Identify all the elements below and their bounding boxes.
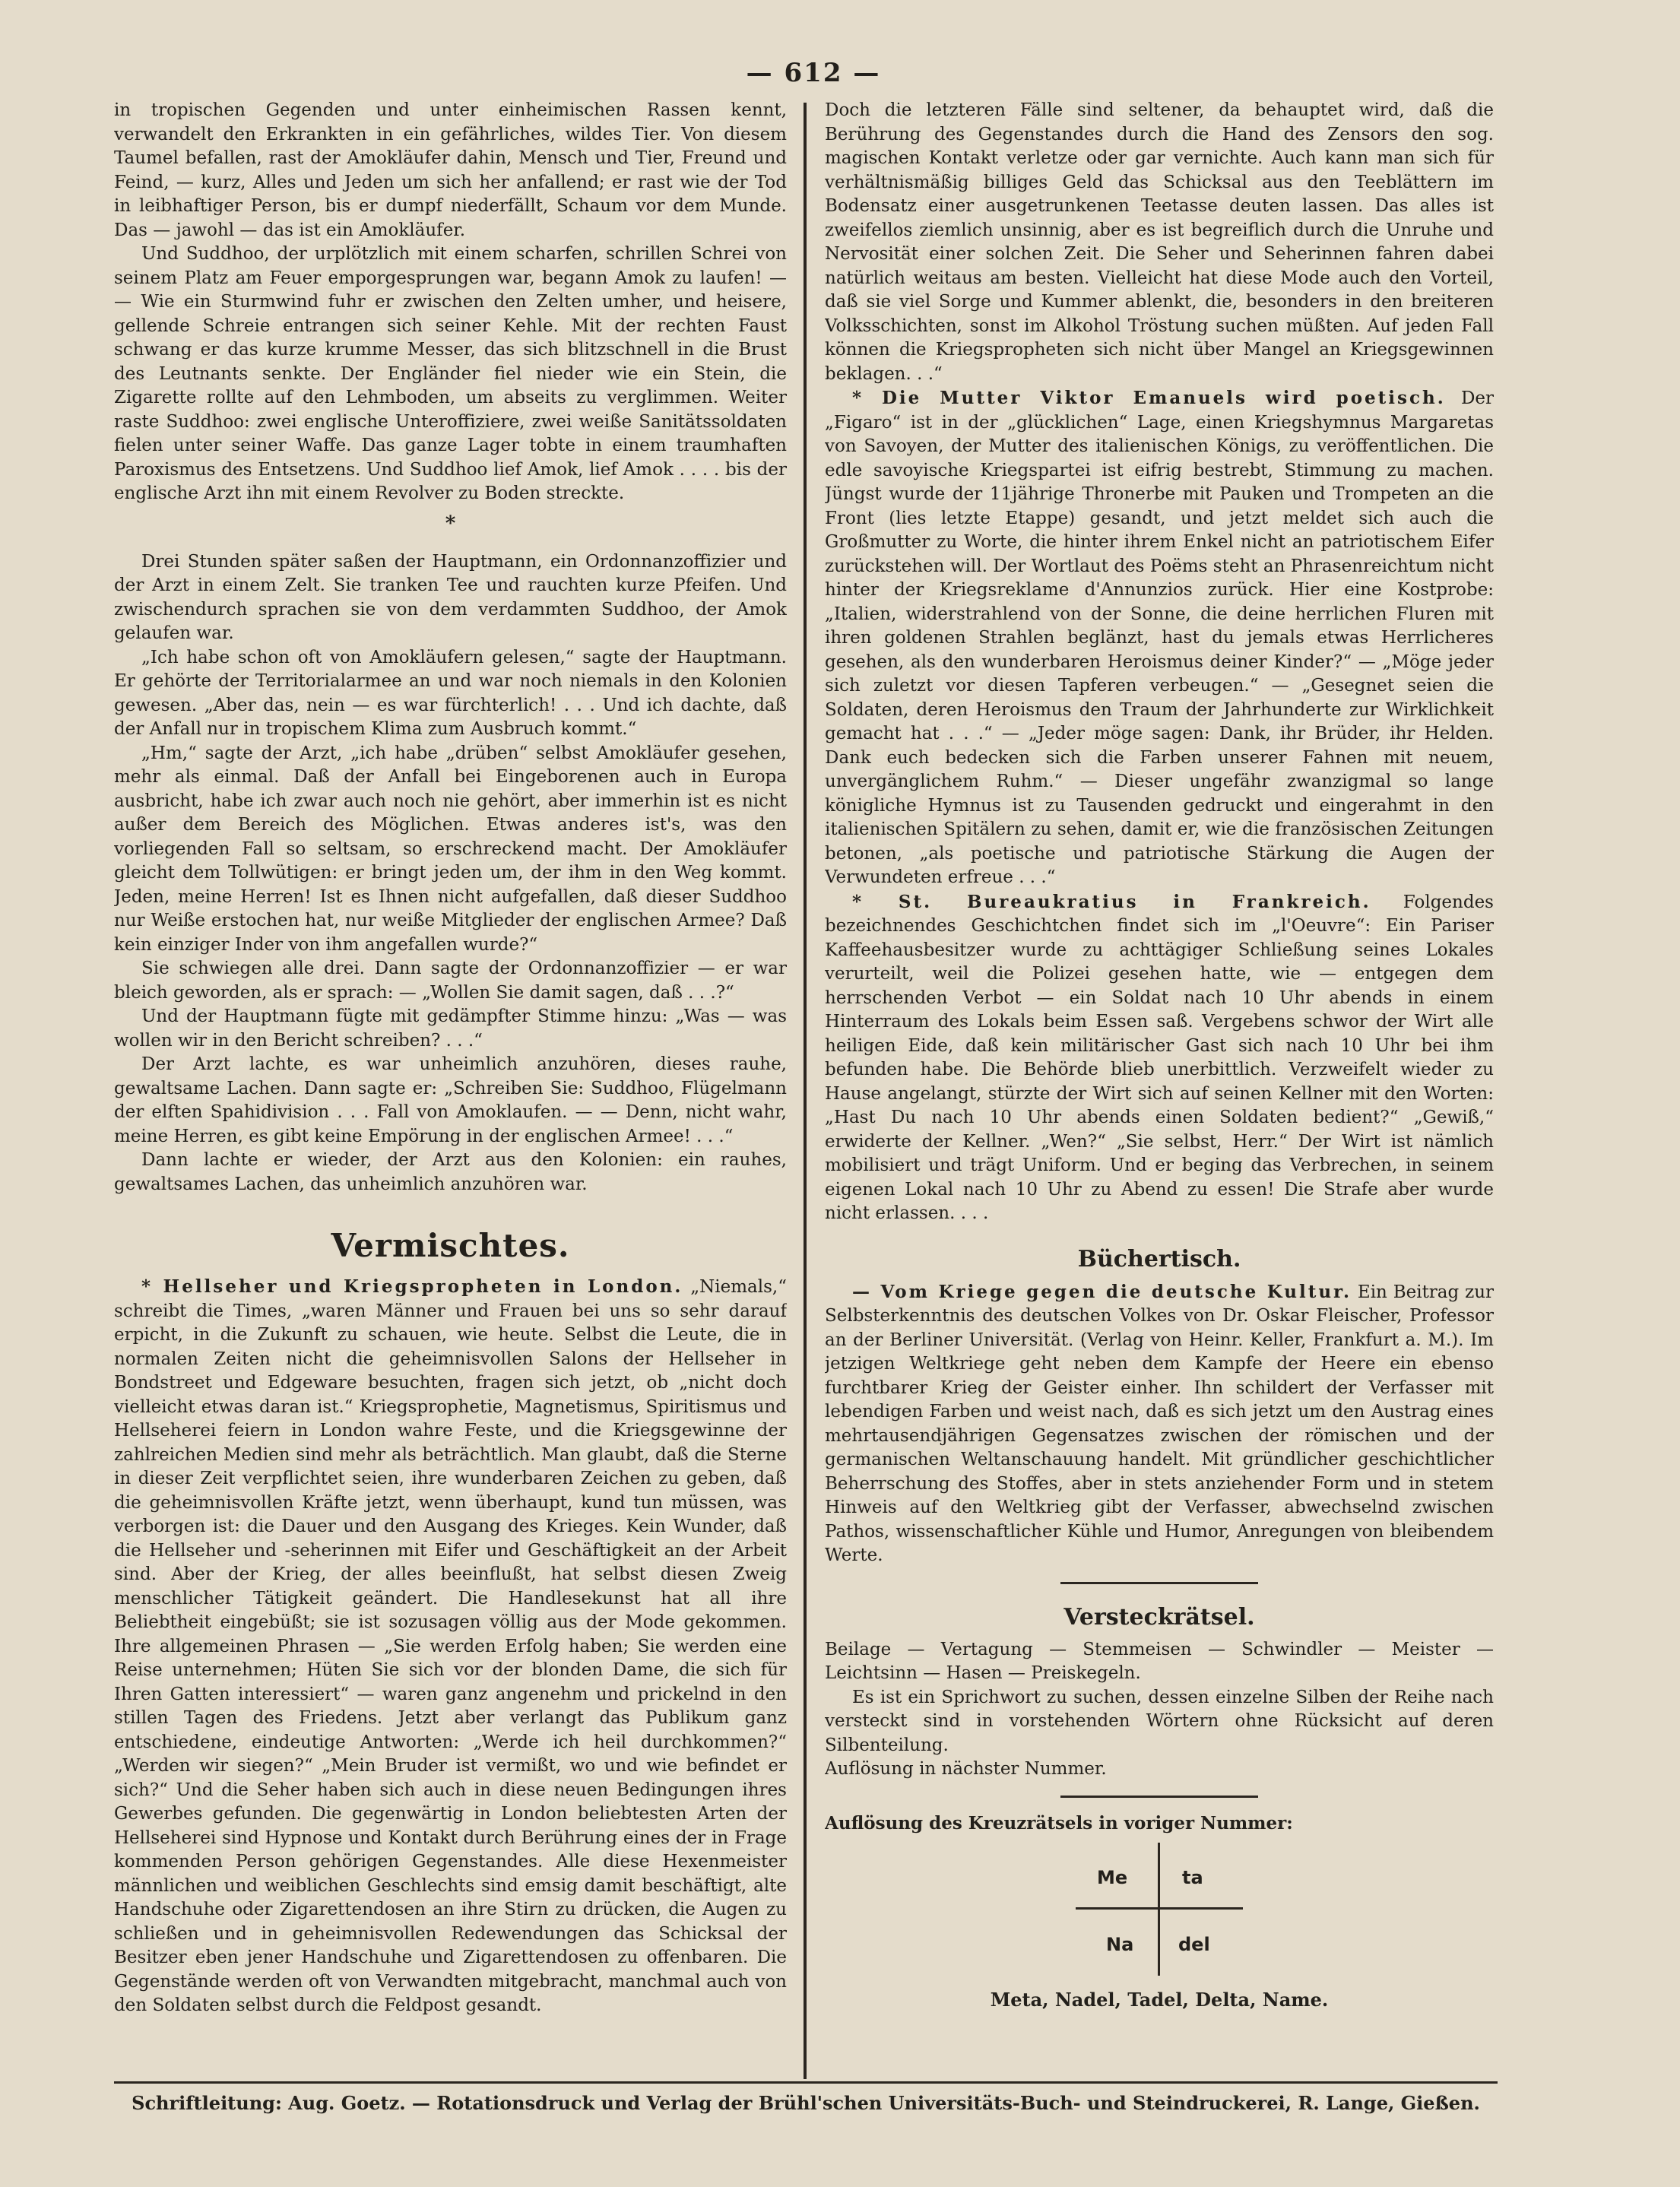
story-paragraph: Dann lachte er wieder, der Arzt aus den Kolonien: ein rauhes, gewaltsames Lachen, das unheimlich anzuhören war.: [114, 1150, 787, 1194]
right-column: [825, 99, 1494, 2106]
story-paragraph: Drei Stunden später saßen der Hauptmann, ein Ordonnanzoffizier und der Arzt in einem Zelt. Sie tranken Tee und rauchten kurze Pfeifen. Und zwischendurch sprachen sie von dem verdammten Suddhoo, der Amok gelaufen war.: [114, 551, 787, 643]
puzzle-answer-note: Auflösung in nächster Nummer.: [825, 1759, 1107, 1779]
section-title-vermischtes: Vermischtes.: [331, 1227, 570, 1264]
article-text: Ein Beitrag zur Selbsterkenntnis des deutschen Volkes von Dr. Oskar Fleischer, Professor an der Berliner Universität. (Verlag von Heinr. Keller, Frankfurt a. M.). Im jetzigen Weltkriege geht neben dem Kampfe der Heere ein ebenso furchtbarer Krieg der Geister einher. Ihn schildert der Verfasser mit lebendigen Farben und weist nach, daß es sich jetzt um den Austrag eines mehrtausendjährigen Gegensatzes zwischen der römischen und der germanischen Weltanschauung handelt. Mit gründlicher geschichtlicher Beherrschung des Stoffes, aber in stets anziehender Form und in stetem Hinweis auf den Weltkrieg gibt der Verfasser, abwechselnd zwischen Pathos, wissenschaftlicher Kühle und Humor, Anregungen von bleibendem Werte.: [825, 1282, 1494, 1565]
divider-rule: [1060, 1796, 1258, 1798]
misc-article-continued: Doch die letzteren Fälle sind seltener, da behauptet wird, daß die Berührung des Gegenstandes durch die Hand des Zensors den sog. magischen Kontakt verletze oder gar vernichte. Auch kann man sich für verhältnismäßig billiges Geld das Schicksal aus den Teeblättern im Bodensatz einer ausgetrunkenen Teetasse deuten lassen. Das alles ist zweifellos ziemlich unsinnig, aber es ist begreiflich durch die Unruhe und Nervosität einer solchen Zeit. Die Seher und Seherinnen fahren dabei natürlich weitaus am besten. Vielleicht hat diese Mode auch den Vorteil, daß sie viel Sorge und Kummer ablenkt, die, besonders in den breiteren Volksschichten, sonst im Alkohol Tröstung suchen müßten. Auf jeden Fall können die Kriegspropheten sich nicht über Mangel an Kriegsgewinnen beklagen. . .“: [825, 100, 1494, 384]
section-title-buechertisch: Büchertisch.: [1077, 1245, 1241, 1273]
story-paragraph: Sie schwiegen alle drei. Dann sagte der Ordonnanzoffizier — er war bleich geworden, als er sprach: — „Wollen Sie damit sagen, daß . . .?“: [114, 959, 787, 1003]
bureau-article: [825, 890, 1494, 1226]
page-number: — 612 —: [746, 58, 881, 88]
section-separator-star: *: [445, 512, 456, 535]
article-lead: * Die Mutter Viktor Emanuels wird poetisch.: [852, 388, 1446, 408]
article-text: Folgendes bezeichnendes Geschichtchen findet sich im „l'Oeuvre“: Ein Pariser Kaffeehausbesitzer wurde zu achttägiger Schließung seines Lokales verurteilt, weil die Polizei gesehen hatte, wie — entgegen dem herrschenden Verbot — ein Soldat nach 10 Uhr abends in einem Hinterraum des Lokals beim Essen saß. Vergebens schwor der Wirt alle heiligen Eide, daß kein militärischer Gast sich nach 10 Uhr bei ihm befunden habe. Die Behörde blieb unerbittlich. Verzweifelt wieder zu Hause angelangt, stürzte der Wirt sich auf seinen Kellner mit den Worten: „Hast Du nach 10 Uhr abends einen Soldaten bedient?“ „Gewiß,“ erwiderte der Kellner. „Wen?“ „Sie selbst, Herr.“ Der Wirt ist nämlich mobilisiert und trägt Uniform. Und er beging das Verbrechen, in seinem eigenen Lokal nach 10 Uhr zu Abend zu essen! Die Strafe aber wurde nicht erlassen. . . .: [825, 892, 1494, 1223]
column-divider: [804, 103, 807, 2079]
section-title-versteckraetsel: Versteckrätsel.: [1063, 1603, 1255, 1631]
crossword-solution-title: Auflösung des Kreuzrätsels in voriger Nummer:: [825, 1812, 1293, 1834]
misc-article: [114, 1275, 787, 2018]
divider-rule: [1060, 1582, 1258, 1584]
left-column: [114, 99, 787, 2106]
story-paragraph: „Ich habe schon oft von Amokläufern gelesen,“ sagte der Hauptmann. Er gehörte der Territorialarmee an und war noch niemals in den Kolonien gewesen. „Aber das, nein — es war fürchterlich! . . . Und ich dachte, daß der Anfall nur in tropischem Klima zum Ausbruch kommt.“: [114, 647, 787, 739]
article-lead: * Hellseher und Kriegspropheten in London.: [141, 1276, 683, 1297]
cross-cell: del: [1178, 1934, 1210, 1955]
crossword-diagram: [1076, 1843, 1243, 1979]
story-paragraph: Und der Hauptmann fügte mit gedämpfter Stimme hinzu: „Was — was wollen wir in den Bericht schreiben? . . .“: [114, 1006, 787, 1051]
book-review: [825, 1280, 1494, 1568]
cross-cell: Me: [1097, 1867, 1128, 1888]
victor-article: [825, 386, 1494, 890]
crossword-solution-words: Meta, Nadel, Tadel, Delta, Name.: [990, 1989, 1329, 2011]
imprint-footer: Schriftleitung: Aug. Goetz. — Rotationsdruck und Verlag der Brühl'schen Universitäts-Buch- und Steindruckerei, R. Lange, Gießen.: [132, 2092, 1480, 2114]
article-lead: * St. Bureaukratius in Frankreich.: [852, 891, 1371, 912]
story-paragraph: „Hm,“ sagte der Arzt, „ich habe „drüben“ selbst Amokläufer gesehen, mehr als einmal. Daß der Anfall bei Eingeborenen auch in Europa ausbricht, habe ich zwar auch noch nie gehört, aber immerhin ist es nicht außer dem Bereich des Möglichen. Etwas anderes ist's, was den vorliegenden Fall so seltsam, so erschreckend macht. Der Amokläufer gleicht dem Tollwütigen: er bringt jeden um, der ihm in den Weg kommt. Jeden, meine Herren! Ist es Ihnen nicht aufgefallen, daß dieser Suddhoo nur Weiße erstochen hat, nur weiße Mitglieder der englischen Armee? Daß kein einziger Inder von ihm angefallen wurde?“: [114, 743, 787, 955]
puzzle-words: Beilage — Vertagung — Stemmeisen — Schwindler — Meister — Leichtsinn — Hasen — Preiskegeln.: [825, 1639, 1494, 1683]
cross-cell: ta: [1182, 1867, 1203, 1888]
footer-rule: [114, 2081, 1498, 2084]
cross-horizontal-line: [1076, 1907, 1243, 1910]
cross-cell: Na: [1106, 1934, 1134, 1955]
puzzle-text: Es ist ein Sprichwort zu suchen, dessen einzelne Silben der Reihe nach versteckt sind in vorstehenden Wörtern ohne Rücksicht auf deren Silbenteilung.: [825, 1687, 1494, 1755]
article-lead: — Vom Kriege gegen die deutsche Kultur.: [852, 1281, 1352, 1302]
story-paragraph: Der Arzt lachte, es war unheimlich anzuhören, dieses rauhe, gewaltsame Lachen. Dann sagte er: „Schreiben Sie: Suddhoo, Flügelmann der elften Spahidivision . . . Fall von Amoklaufen. — — Denn, nicht wahr, meine Herren, es gibt keine Empörung in der englischen Armee! . . .“: [114, 1054, 787, 1146]
story-paragraph: in tropischen Gegenden und unter einheimischen Rassen kennt, verwandelt den Erkrankten in ein gefährliches, wildes Tier. Von diesem Taumel befallen, rast der Amokläufer dahin, Mensch und Tier, Freund und Feind, — kurz, Alles und Jeden um sich her anfallend; er rast wie der Tod in leibhaftiger Person, bis er dumpf niederfällt, Schaum vor dem Munde. Das — jawohl — das ist ein Amokläufer.: [114, 100, 787, 240]
article-text: Der „Figaro“ ist in der „glücklichen“ Lage, einen Kriegshymnus Margaretas von Savoyen, der Mutter des italienischen Königs, zu veröffentlichen. Die edle savoyische Kriegspartei ist eifrig bestrebt, Stimmung zu machen. Jüngst wurde der 11jährige Thronerbe mit Pauken und Trompeten an die Front (lies letzte Etappe) gesandt, und jetzt meldet sich auch die Großmutter zu Worte, die hinter ihrem Enkel nicht an patriotischem Eifer zurückstehen will. Der Wortlaut des Poëms steht an Phrasenreichtum nicht hinter der Kriegsreklame d'Annunzios zurück. Hier eine Kostprobe: „Italien, widerstrahlend von der Sonne, die deine herrlichen Fluren mit ihren goldenen Strahlen beglänzt, hast du jemals etwas Herrlicheres gesehen, als den wunderbaren Heroismus deiner Kinder?“ — „Möge jeder sich zuletzt vor diesen Tapferen verbeugen.“ — „Gesegnet seien die Soldaten, deren Heroismus den Traum der Jahrhunderte zur Wirklichkeit gemacht hat . . .“ — „Jeder möge sagen: Dank, ihr Brüder, ihr Helden. Dank euch bedecken sich die Farben unserer Fahnen mit neuem, unvergänglichem Ruhm.“ — Dieser ungefähr zwanzigmal so lange königliche Hymnus ist zu Tausenden gedruckt und eingerahmt in den italienischen Spitälern zu sehen, damit er, wie die französischen Zeitungen betonen, „als poetische und patriotische Stärkung die Augen der Verwundeten erfreue . . .“: [825, 388, 1494, 887]
article-text: „Niemals,“ schreibt die Times, „waren Männer und Frauen bei uns so sehr darauf erpicht, in die Zukunft zu schauen, wie heute. Selbst die Leute, die in normalen Zeiten nicht die geheimnisvollen Salons der Hellseher in Bondstreet und Edgeware besuchten, fragen sich jetzt, ob „nicht doch vielleicht etwas daran ist.“ Kriegsprophetie, Magnetismus, Spiritismus und Hellseherei feiern in London wahre Feste, und die Kriegsgewinne der zahlreichen Medien sind mehr als beträchtlich. Man glaubt, daß die Sterne in dieser Zeit verpflichtet seien, ihre wunderbaren Zeichen zu geben, daß die geheimnisvollen Kräfte jetzt, wenn überhaupt, kund tun müssen, was verborgen ist: die Dauer und den Ausgang des Krieges. Kein Wunder, daß die Hellseher und -seherinnen mit Eifer und Geschäftigkeit an der Arbeit sind. Aber der Krieg, der alles beeinflußt, hat selbst diesen Zweig menschlicher Tätigkeit geändert. Die Handlesekunst hat all ihre Beliebtheit eingebüßt; sie ist sozusagen völlig aus der Mode gekommen. Ihre allgemeinen Phrasen — „Sie werden Erfolg haben; Sie werden eine Reise unternehmen; Hüten Sie sich vor der blonden Dame, die sich für Ihren Gatten interessiert“ — waren ganz angenehm und prickelnd in den stillen Tagen des Friedens. Jetzt aber verlangt das Publikum ganz entschiedene, eindeutige Antworten: „Werde ich heil durchkommen?“ „Werden wir siegen?“ „Mein Bruder ist vermißt, wo und wie befindet er sich?“ Und die Seher haben sich auch in diese neuen Bedingungen ihres Gewerbes gefunden. Die gegenwärtig in London beliebtesten Arten der Hellseherei sind Hypnose und Kontakt durch Berührung eines der in Frage kommenden Person gehörigen Gegenstandes. Alle diese Hexenmeister männlichen und weiblichen Geschlechts sind emsig damit beschäftigt, alte Handschuhe oder Zigarettendosen an ihre Stirn zu drücken, die Augen zu schließen und in geheimnisvollen Redewendungen das Schicksal der Besitzer eben jener Handschuhe und Zigarettendosen zu offenbaren. Die Gegenstände werden oft von Verwandten mitgebracht, manchmal auch von den Soldaten selbst durch die Feldpost gesandt.: [114, 1277, 787, 2015]
story-paragraph: Und Suddhoo, der urplötzlich mit einem scharfen, schrillen Schrei von seinem Platz am Feuer emporgesprungen war, begann Amok zu laufen! — — Wie ein Sturmwind fuhr er zwischen den Zelten umher, und heisere, gellende Schreie entrangen sich seiner Kehle. Mit der rechten Faust schwang er das kurze krumme Messer, das sich blitzschnell in die Brust des Leutnants senkte. Der Engländer fiel nieder wie ein Stein, die Zigarette rollte auf den Lehmboden, um abseits zu verglimmen. Weiter raste Suddhoo: zwei englische Unteroffiziere, zwei weiße Sanitätssoldaten fielen unter seiner Waffe. Das ganze Lager tobte in einem traumhaften Paroxismus des Entsetzens. Und Suddhoo lief Amok, lief Amok . . . . bis der englische Arzt ihn mit einem Revolver zu Boden streckte.: [114, 244, 787, 503]
